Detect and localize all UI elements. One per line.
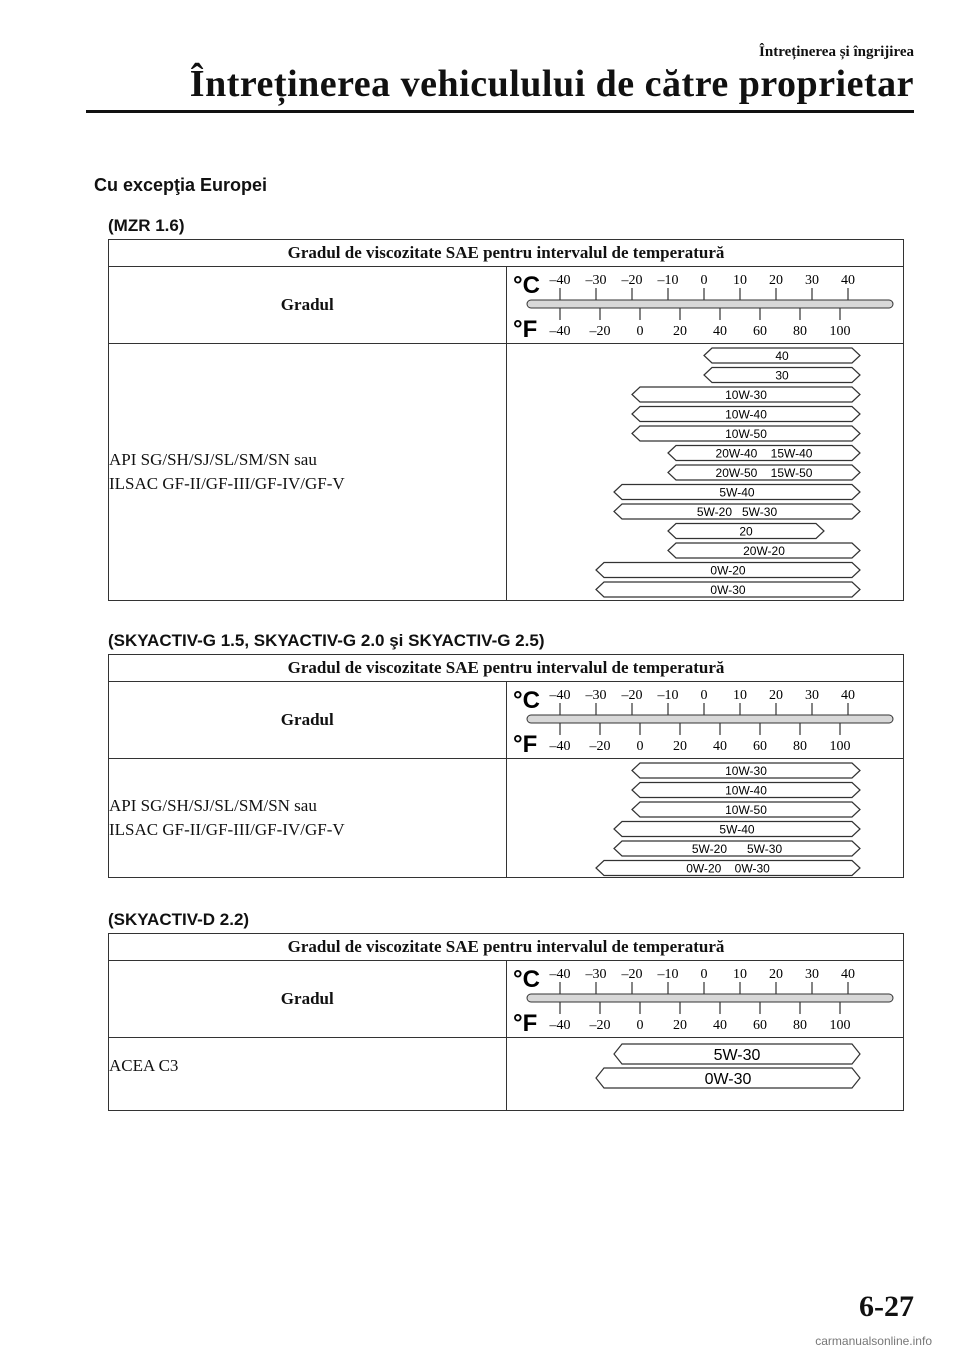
grade-label: Gradul <box>109 267 507 344</box>
fahrenheit-tick-label: 0 <box>636 324 643 339</box>
celsius-tick-label: 30 <box>804 967 819 982</box>
fahrenheit-tick-label: 40 <box>712 324 727 339</box>
section-title: Cu excepţia Europei <box>94 175 268 195</box>
block-label: (MZR 1.6) <box>108 216 185 235</box>
fahrenheit-tick-label: 80 <box>792 324 807 339</box>
spec-label <box>109 1038 507 1111</box>
grade-label: Gradul <box>109 961 507 1038</box>
block-skyactiv-d <box>108 907 904 1111</box>
spec-label <box>109 344 507 601</box>
viscosity-table <box>108 654 904 878</box>
temperature-scale <box>506 682 904 759</box>
spec-line-2: ILSAC GF-II/GF-III/GF-IV/GF-V <box>109 474 345 493</box>
block-skyactiv-g <box>108 628 904 878</box>
temperature-scale-svg <box>507 267 900 343</box>
grade-label: 5W-30 <box>713 1047 760 1064</box>
grade-label: 40 <box>774 349 789 363</box>
fahrenheit-tick-label: –20 <box>589 739 610 754</box>
table-header: Gradul de viscozitate SAE pentru intervalul de temperatură <box>109 934 904 961</box>
scale-bar <box>527 715 893 723</box>
celsius-tick-label: 10 <box>732 273 747 288</box>
spec-line-1: ACEA C3 <box>109 1056 179 1075</box>
grade-label: 20 <box>738 524 753 539</box>
celsius-tick-label: 10 <box>732 688 747 703</box>
fahrenheit-tick-label: 60 <box>752 324 767 339</box>
table-header: Gradul de viscozitate SAE pentru intervalul de temperatură <box>109 240 904 267</box>
fahrenheit-tick-label: 20 <box>672 739 687 754</box>
celsius-tick-label: 0 <box>700 688 707 703</box>
grade-chart <box>506 759 904 878</box>
celsius-tick-label: –40 <box>549 688 570 703</box>
celsius-tick-label: –40 <box>549 273 570 288</box>
celsius-tick-label: 20 <box>768 273 783 288</box>
fahrenheit-tick-label: 40 <box>712 1018 727 1033</box>
fahrenheit-tick-label: 60 <box>752 1018 767 1033</box>
fahrenheit-tick-label: 40 <box>712 739 727 754</box>
scale-bar <box>527 994 893 1002</box>
header-rule <box>86 110 914 113</box>
grade-label: 10W-40 <box>724 783 767 798</box>
temperature-scale-svg <box>507 961 900 1037</box>
grade-chart-svg <box>507 1038 900 1094</box>
grade-chart-svg <box>507 759 900 877</box>
fahrenheit-tick-label: 0 <box>636 1018 643 1033</box>
fahrenheit-tick-label: –40 <box>549 1018 570 1033</box>
spec-line-1: API SG/SH/SJ/SL/SM/SN sau <box>109 796 317 815</box>
spec-line-2: ILSAC GF-II/GF-III/GF-IV/GF-V <box>109 820 345 839</box>
celsius-tick-label: –30 <box>585 273 606 288</box>
footer-watermark: carmanualsonline.info <box>815 1334 932 1348</box>
fahrenheit-tick-label: 20 <box>672 1018 687 1033</box>
temperature-scale-svg <box>507 682 900 758</box>
fahrenheit-tick-label: 100 <box>829 1018 850 1033</box>
celsius-tick-label: 10 <box>732 967 747 982</box>
page-title: Întreținerea vehiculului de către proprietar <box>189 63 914 105</box>
fahrenheit-tick-label: –20 <box>589 1018 610 1033</box>
fahrenheit-unit: °F <box>512 731 537 758</box>
grade-label: 0W-30 <box>704 1071 751 1088</box>
table-header: Gradul de viscozitate SAE pentru intervalul de temperatură <box>109 655 904 682</box>
grade-label: 20W-50 15W-50 <box>715 466 812 480</box>
celsius-tick-label: –10 <box>657 967 678 982</box>
fahrenheit-tick-label: 0 <box>636 739 643 754</box>
temperature-scale <box>506 267 904 344</box>
grade-chart-svg <box>507 344 900 600</box>
celsius-tick-label: –40 <box>549 967 570 982</box>
spec-label <box>109 759 507 878</box>
scale-bar <box>527 300 893 308</box>
fahrenheit-tick-label: –40 <box>549 739 570 754</box>
celsius-unit: °C <box>512 966 540 993</box>
celsius-tick-label: –10 <box>657 688 678 703</box>
celsius-tick-label: –20 <box>621 273 642 288</box>
fahrenheit-tick-label: –40 <box>549 324 570 339</box>
viscosity-table <box>108 933 904 1111</box>
celsius-tick-label: –30 <box>585 688 606 703</box>
celsius-tick-label: 40 <box>840 273 855 288</box>
grade-label: 5W-20 5W-30 <box>696 505 777 519</box>
celsius-tick-label: 20 <box>768 967 783 982</box>
block-mzr <box>108 213 904 601</box>
fahrenheit-tick-label: –20 <box>589 324 610 339</box>
celsius-tick-label: 0 <box>700 967 707 982</box>
celsius-tick-label: –20 <box>621 967 642 982</box>
celsius-unit: °C <box>512 687 540 714</box>
celsius-tick-label: –20 <box>621 688 642 703</box>
grade-label: 20W-20 <box>742 544 785 558</box>
block-label: (SKYACTIV-D 2.2) <box>108 910 250 929</box>
page-number: 6-27 <box>859 1290 914 1323</box>
fahrenheit-tick-label: 60 <box>752 739 767 754</box>
fahrenheit-unit: °F <box>512 1010 537 1037</box>
grade-label: 5W-40 <box>718 485 755 500</box>
grade-label: 10W-50 <box>724 803 767 817</box>
grade-label: 10W-50 <box>724 427 767 441</box>
grade-chart <box>506 1038 904 1111</box>
grade-label: 10W-30 <box>724 764 767 778</box>
celsius-tick-label: –30 <box>585 967 606 982</box>
fahrenheit-tick-label: 100 <box>829 324 850 339</box>
temperature-scale <box>506 961 904 1038</box>
grade-label: Gradul <box>109 682 507 759</box>
celsius-tick-label: –10 <box>657 273 678 288</box>
viscosity-table <box>108 239 904 601</box>
grade-label: 10W-40 <box>724 407 767 422</box>
grade-label: 0W-20 <box>709 563 746 578</box>
fahrenheit-tick-label: 80 <box>792 739 807 754</box>
grade-label: 5W-40 <box>718 822 755 837</box>
grade-chart <box>506 344 904 601</box>
celsius-tick-label: 0 <box>700 273 707 288</box>
grade-label: 10W-30 <box>724 388 767 402</box>
celsius-tick-label: 40 <box>840 967 855 982</box>
celsius-tick-label: 40 <box>840 688 855 703</box>
fahrenheit-tick-label: 80 <box>792 1018 807 1033</box>
fahrenheit-unit: °F <box>512 316 537 343</box>
fahrenheit-tick-label: 20 <box>672 324 687 339</box>
chapter-title: Întreținerea și îngrijirea <box>759 44 914 60</box>
celsius-unit: °C <box>512 272 540 299</box>
celsius-tick-label: 20 <box>768 688 783 703</box>
grade-label: 0W-20 0W-30 <box>685 861 770 876</box>
celsius-tick-label: 30 <box>804 688 819 703</box>
spec-line-1: API SG/SH/SJ/SL/SM/SN sau <box>109 450 317 469</box>
grade-label: 20W-40 15W-40 <box>715 446 812 461</box>
grade-label: 30 <box>774 368 789 383</box>
celsius-tick-label: 30 <box>804 273 819 288</box>
grade-label: 5W-20 5W-30 <box>691 842 782 856</box>
fahrenheit-tick-label: 100 <box>829 739 850 754</box>
grade-label: 0W-30 <box>709 583 746 597</box>
block-label: (SKYACTIV-G 1.5, SKYACTIV-G 2.0 şi SKYACTIV-G 2.5) <box>108 631 545 650</box>
